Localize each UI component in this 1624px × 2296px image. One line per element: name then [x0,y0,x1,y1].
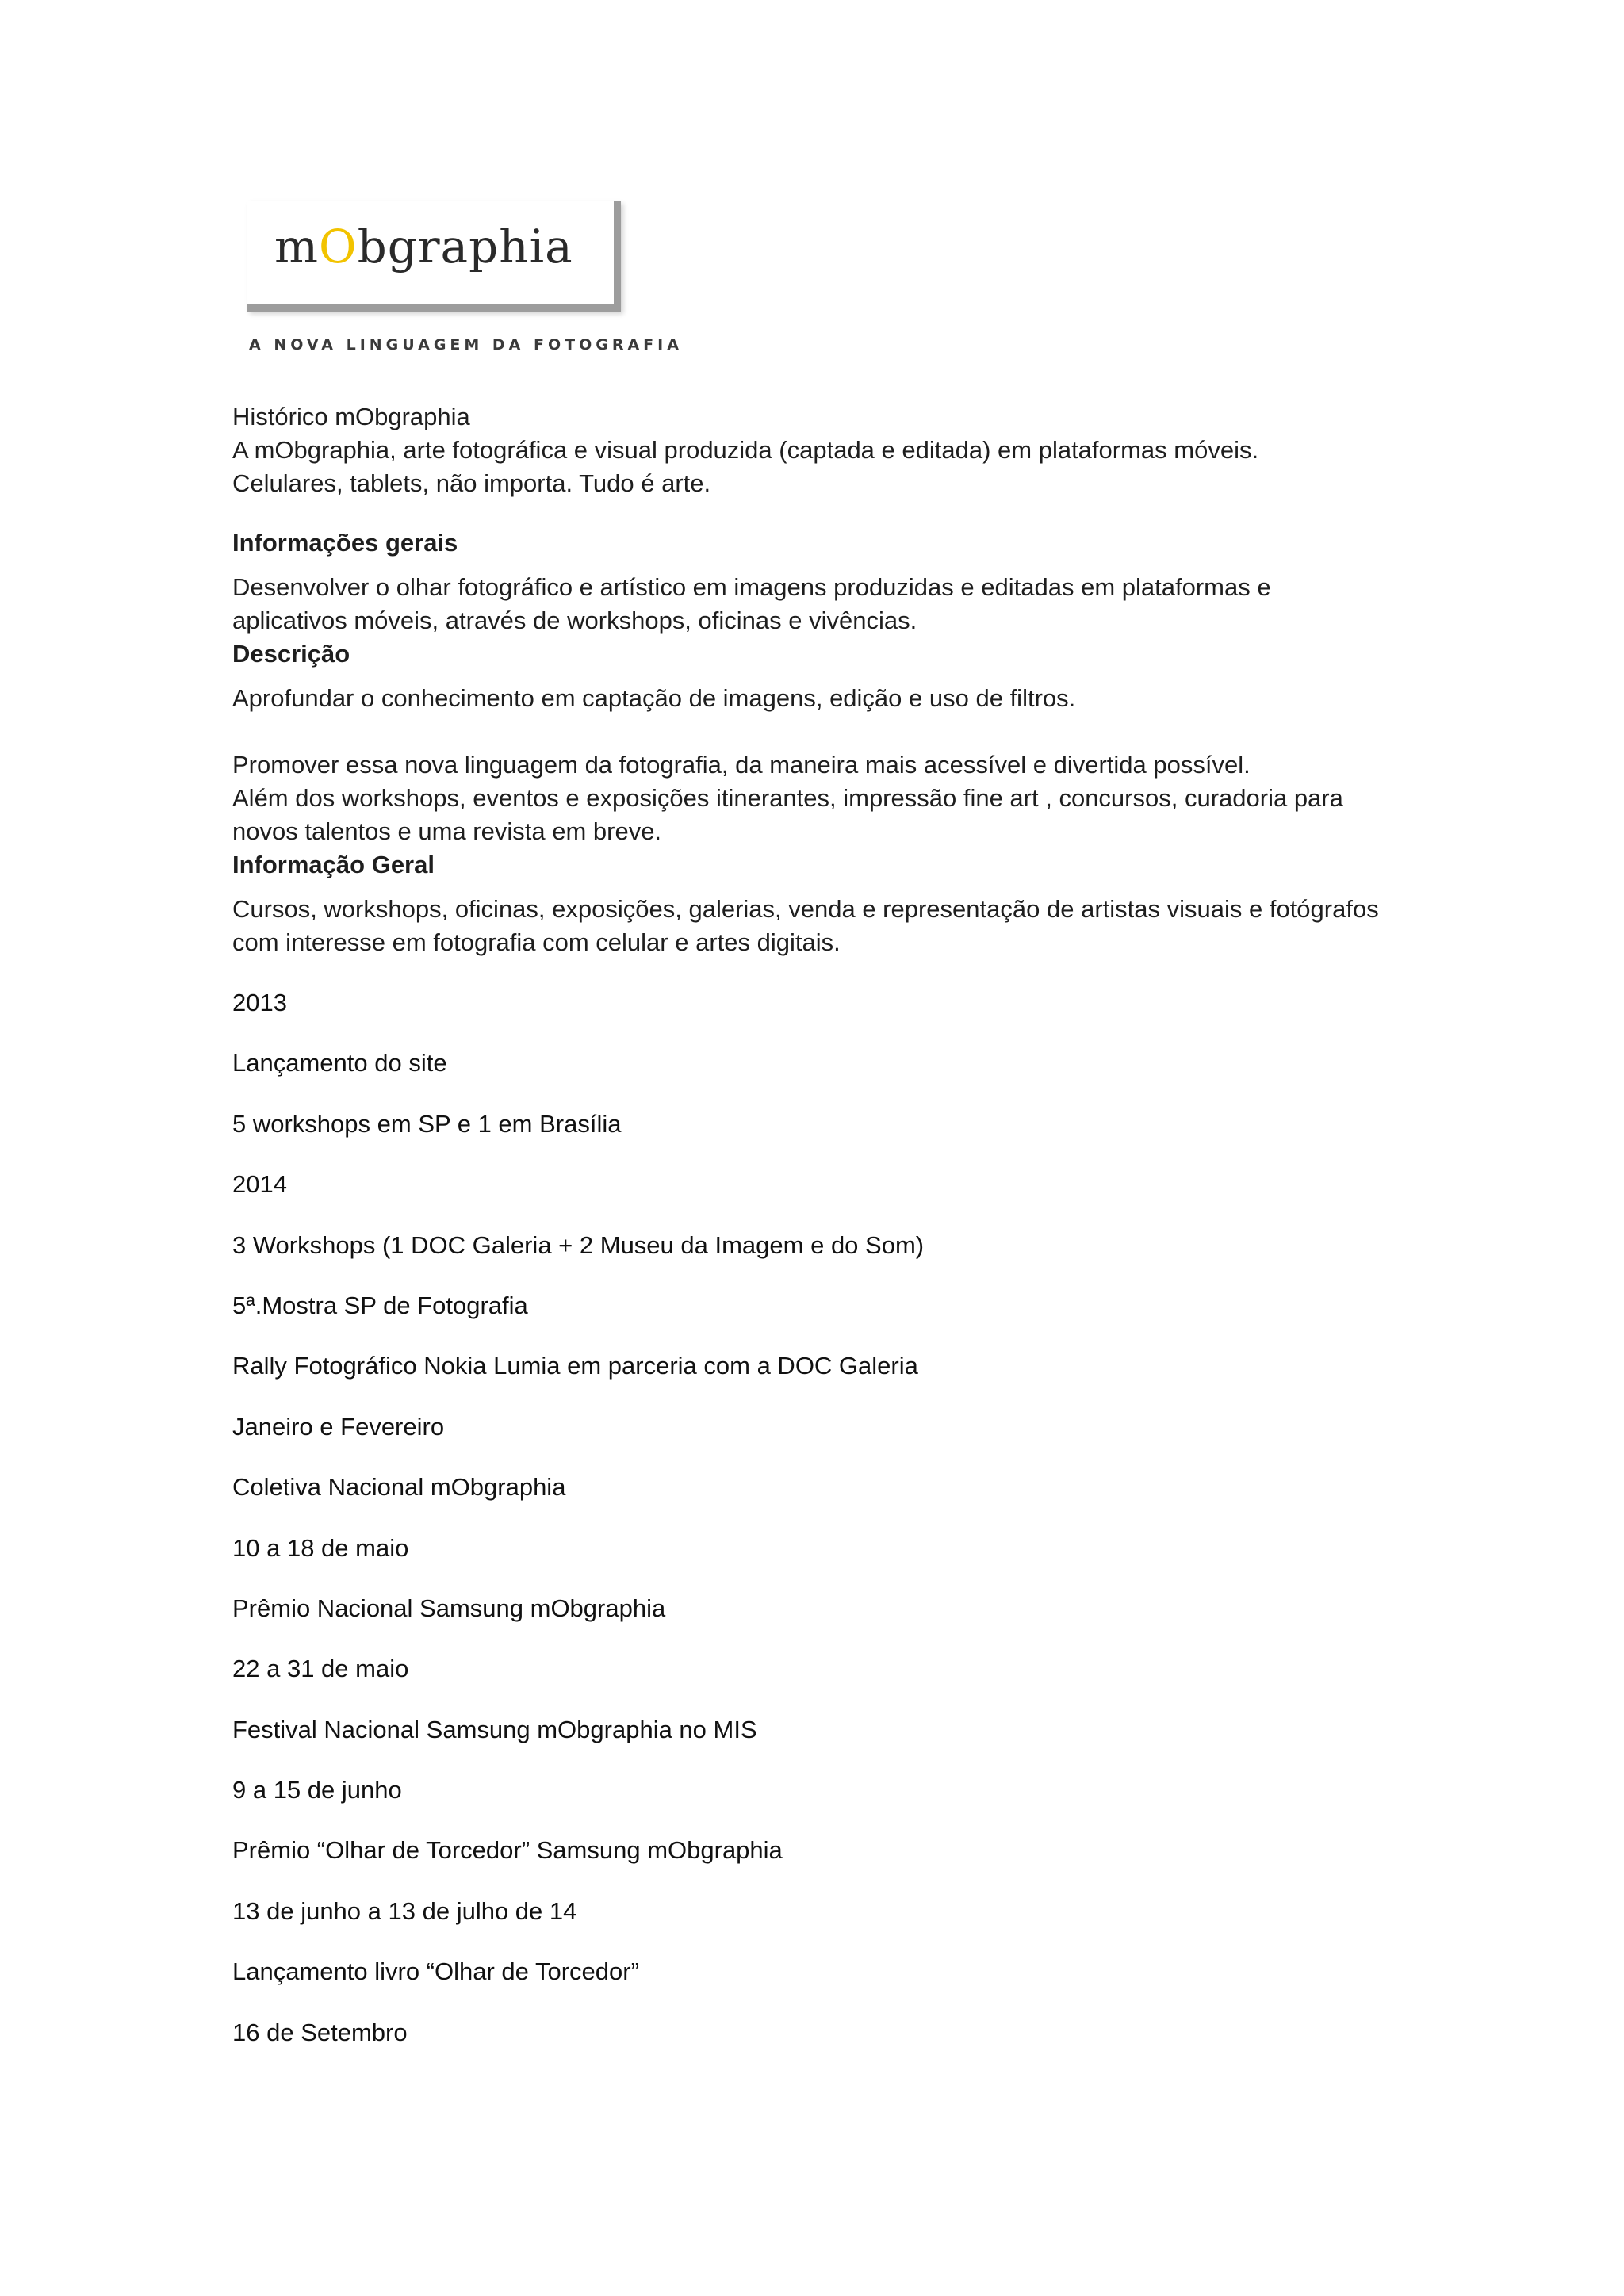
paragraph-line: novos talentos e uma revista em breve. [232,817,662,845]
informacoes-gerais-paragraph [232,571,1422,637]
timeline-item: Prêmio “Olhar de Torcedor” Samsung mObgraphia [232,1836,783,1865]
heading-descricao: Descrição [232,640,350,668]
timeline-item: Festival Nacional Samsung mObgraphia no MIS [232,1715,757,1743]
paragraph-line: Promover essa nova linguagem da fotografia, da maneira mais acessível e divertida possível. [232,751,1251,779]
paragraph-line: com interesse em fotografia com celular e artes digitais. [232,928,841,956]
timeline-item: 3 Workshops (1 DOC Galeria + 2 Museu da Imagem e do Som) [232,1230,925,1259]
intro-paragraph [232,434,1422,500]
timeline-item: Lançamento do site [232,1049,447,1077]
logo-word-m: m [274,220,319,274]
heading-informacao-geral: Informação Geral [232,851,435,878]
timeline-item: 16 de Setembro [232,2018,408,2046]
logo-word-o: O [319,220,358,274]
informacao-geral-paragraph [232,893,1422,959]
logo-wordmark [274,220,573,274]
timeline-item: 5 workshops em SP e 1 em Brasília [232,1109,622,1138]
heading-informacoes-gerais: Informações gerais [232,529,458,557]
timeline-item: 13 de junho a 13 de julho de 14 [232,1896,577,1925]
paragraph-line: Além dos workshops, eventos e exposições itinerantes, impressão fine art , concursos, curadoria para [232,784,1343,812]
intro-line: A mObgraphia, arte fotográfica e visual produzida (captada e editada) em plataformas móveis. [232,436,1259,464]
logo-tagline: A NOVA LINGUAGEM DA FOTOGRAFIA [249,336,683,354]
paragraph-line: Desenvolver o olhar fotográfico e artístico em imagens produzidas e editadas em plataformas e [232,573,1271,601]
logo-word-rest: bgraphia [357,220,573,274]
timeline-item: 10 a 18 de maio [232,1533,409,1562]
intro-line: Celulares, tablets, não importa. Tudo é arte. [232,469,711,497]
timeline-item: Coletiva Nacional mObgraphia [232,1473,566,1502]
document-body [232,400,1422,2076]
timeline-list [232,986,1422,2049]
timeline-item: 5ª.Mostra SP de Fotografia [232,1291,528,1319]
timeline-item: 2014 [232,1170,287,1199]
timeline-item: Rally Fotográfico Nokia Lumia em parceria com a DOC Galeria [232,1352,918,1380]
descricao-paragraph-2 [232,748,1422,848]
logo-frame [247,201,621,312]
timeline-item: 9 a 15 de junho [232,1776,402,1804]
paragraph-line: Aprofundar o conhecimento em captação de imagens, edição e uso de filtros. [232,684,1076,712]
descricao-paragraph [232,682,1422,715]
paragraph-line: aplicativos móveis, através de workshops, oficinas e vivências. [232,607,917,634]
mobgraphia-logo [239,197,683,363]
timeline-item: Janeiro e Fevereiro [232,1412,445,1441]
timeline-item: Prêmio Nacional Samsung mObgraphia [232,1594,666,1622]
timeline-item: 22 a 31 de maio [232,1655,409,1683]
document-title: Histórico mObgraphia [232,403,470,430]
timeline-item: 2013 [232,989,287,1016]
paragraph-line: Cursos, workshops, oficinas, exposições, galerias, venda e representação de artistas visuais e fotógrafos [232,895,1379,923]
timeline-item: Lançamento livro “Olhar de Torcedor” [232,1957,639,1986]
